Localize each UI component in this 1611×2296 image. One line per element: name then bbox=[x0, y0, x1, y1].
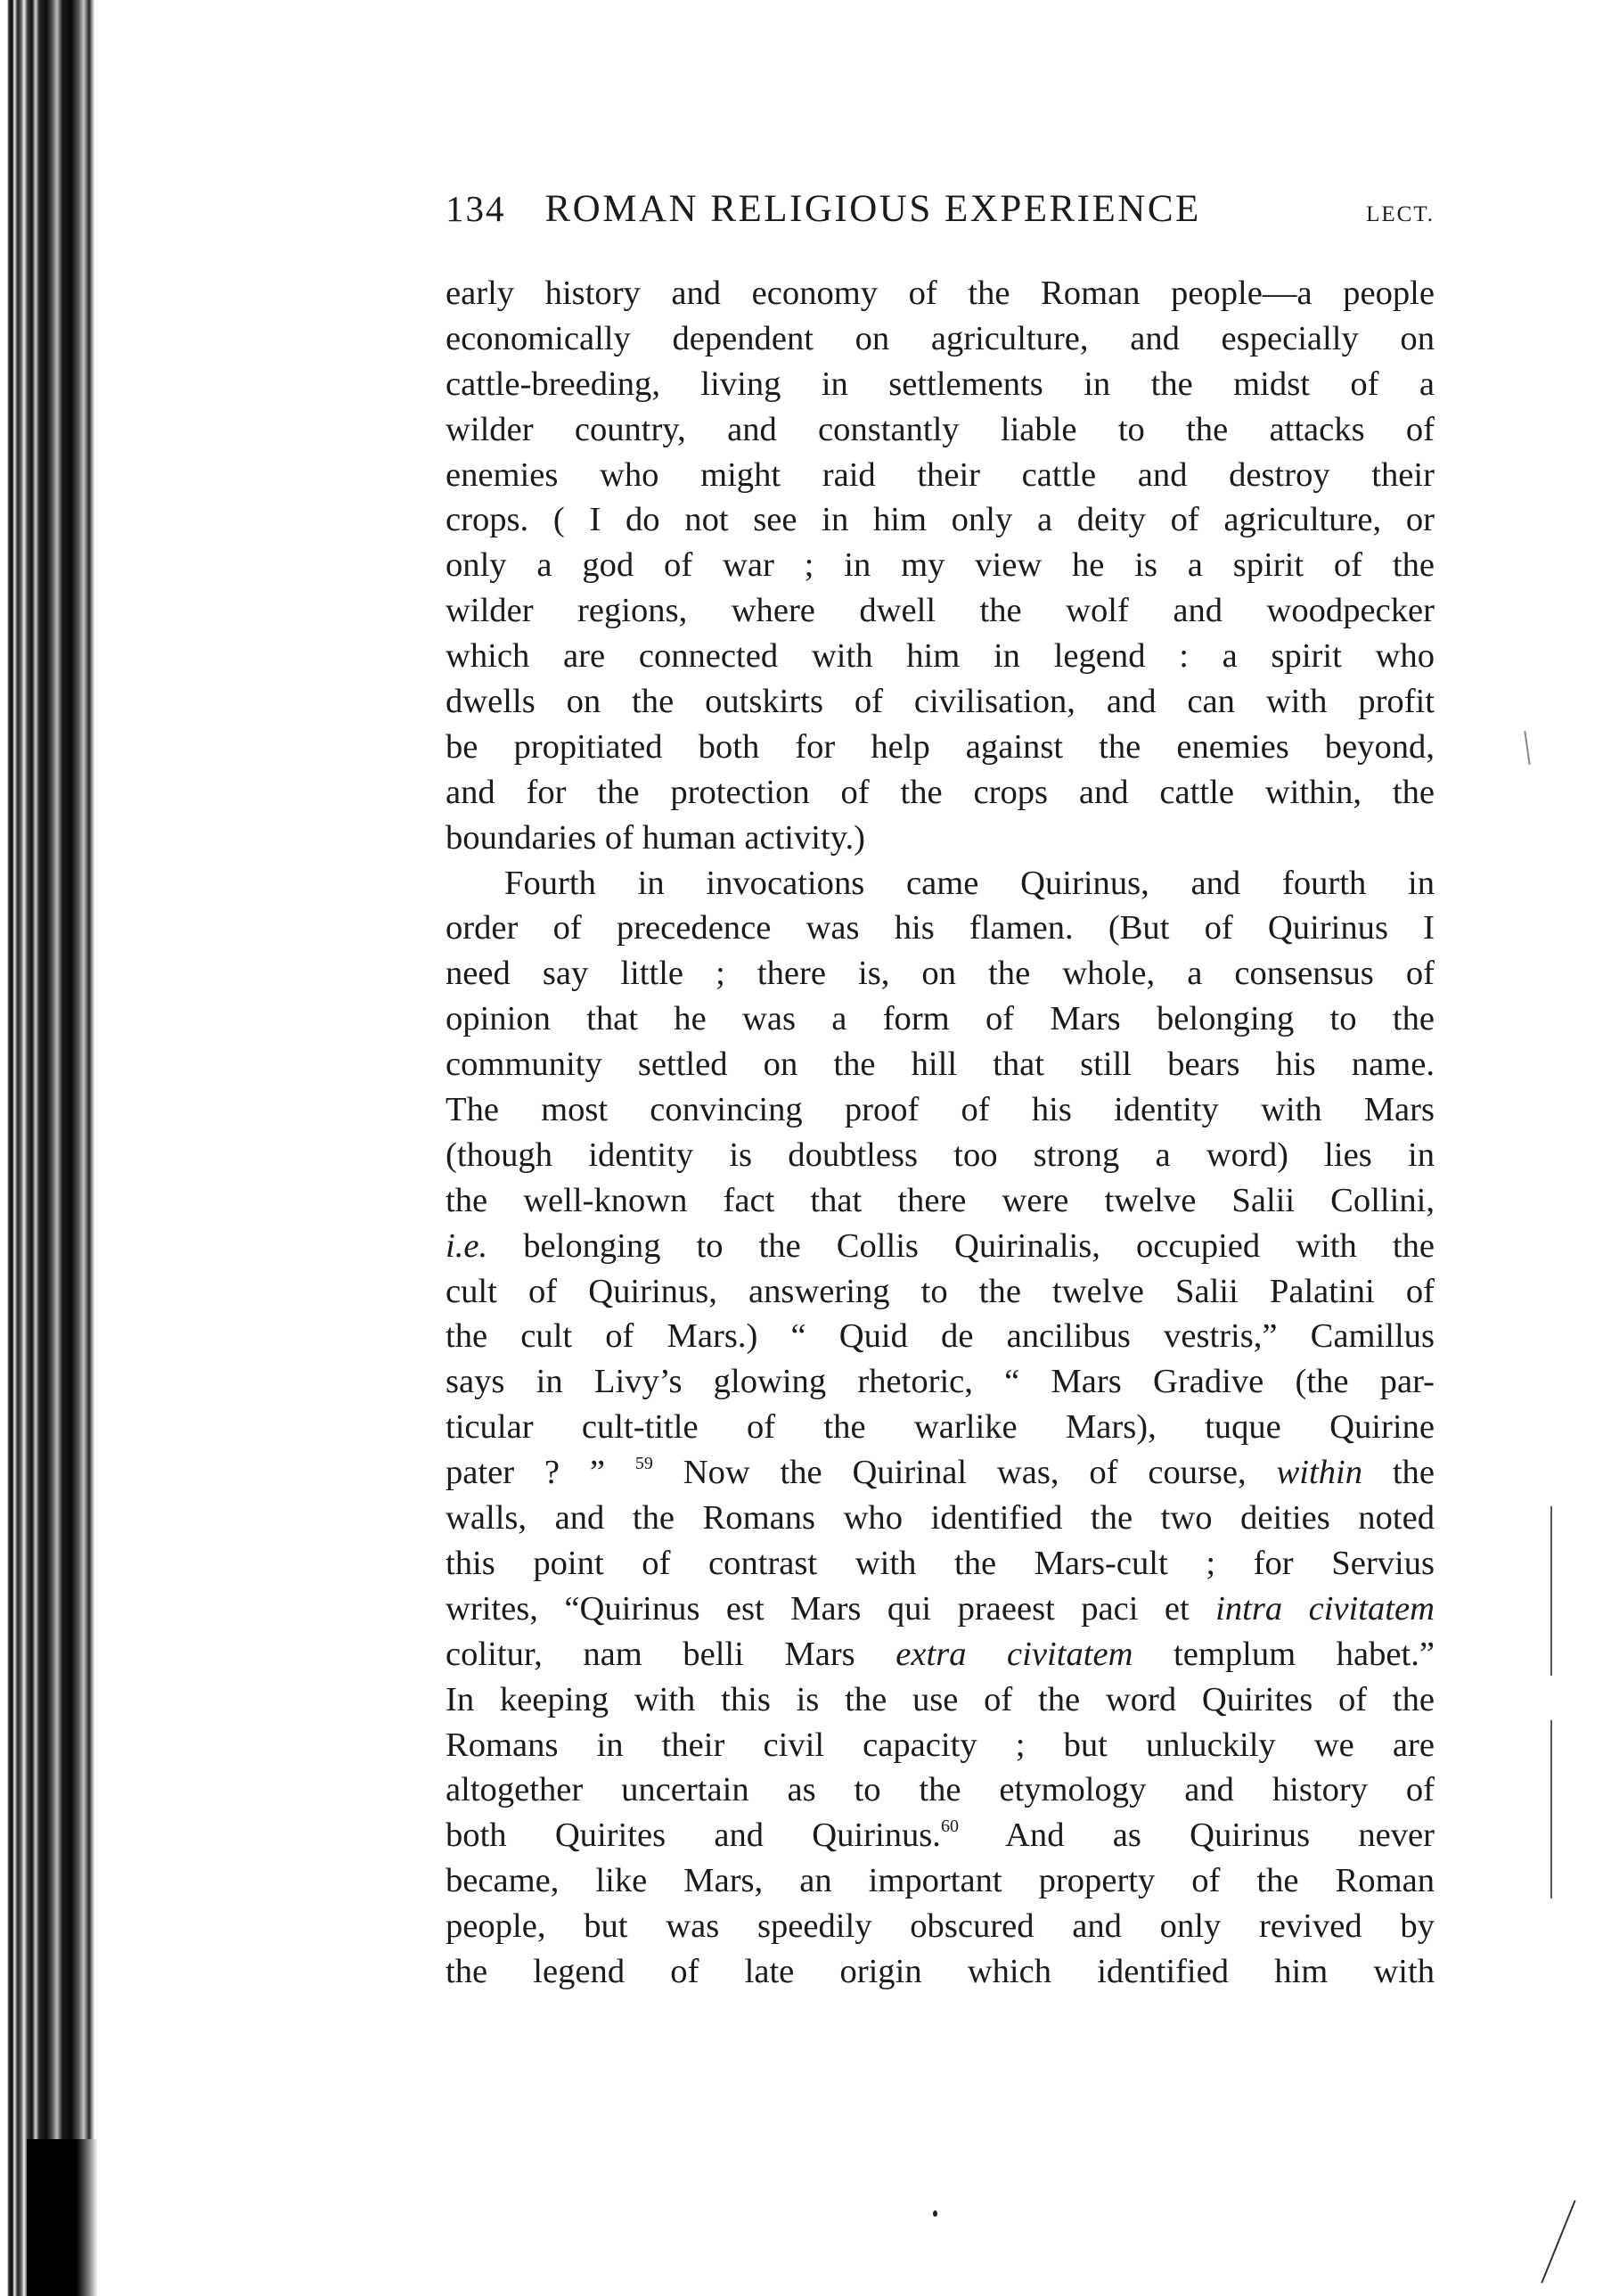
book-gutter bbox=[0, 0, 100, 2296]
text-line: dwells on the outskirts of civilisation, and can with profit bbox=[446, 683, 1435, 721]
text-line: wilder country, and constantly liable to the attacks of bbox=[446, 410, 1435, 448]
text-line: wilder regions, where dwell the wolf and woodpecker bbox=[446, 592, 1435, 630]
text-line: crops. ( I do not see in him only a deity of agriculture, or bbox=[446, 501, 1435, 539]
text-line: opinion that he was a form of Mars belonging to the bbox=[446, 1000, 1435, 1038]
text-line: cult of Quirinus, answering to the twelve Salii Palatini of bbox=[446, 1272, 1435, 1310]
text-line: and for the protection of the crops and cattle within, the bbox=[446, 773, 1435, 811]
text-line: only a god of war ; in my view he is a spirit of the bbox=[446, 546, 1435, 585]
text-line bbox=[446, 1632, 1435, 1677]
page bbox=[446, 187, 1435, 1995]
section-label: LECT. bbox=[1366, 202, 1435, 226]
text-line bbox=[446, 1813, 1435, 1858]
body-text bbox=[446, 271, 1435, 1995]
text-line: ticular cult-title of the warlike Mars), tuque Quirine bbox=[446, 1408, 1435, 1447]
margin-mark bbox=[1541, 2200, 1575, 2283]
text-line: which are connected with him in legend : a spirit who bbox=[446, 637, 1435, 676]
text-line: the cult of Mars.) “ Quid de ancilibus vestris,” Camillus bbox=[446, 1317, 1435, 1356]
footnote-ref-60: 60 bbox=[940, 1816, 959, 1837]
text-line: altogether uncertain as to the etymology and history of bbox=[446, 1771, 1435, 1809]
margin-mark bbox=[1550, 1506, 1552, 1676]
intra-civitatem: intra civitatem bbox=[1215, 1589, 1435, 1628]
text-fragment: And as Quirinus never bbox=[1005, 1816, 1435, 1855]
footnote-ref-59: 59 bbox=[634, 1454, 653, 1474]
text-line: enemies who might raid their cattle and destroy their bbox=[446, 455, 1435, 494]
extra-civitatem: extra civitatem bbox=[895, 1635, 1133, 1673]
text-line: early history and economy of the Roman people—a people bbox=[446, 275, 1435, 312]
text-line: The most convincing proof of his identity with Mars bbox=[446, 1091, 1435, 1129]
text-line: boundaries of human activity.) bbox=[446, 818, 866, 857]
text-fragment: templum habet.” bbox=[1173, 1635, 1435, 1673]
text-line: Fourth in invocations came Quirinus, and fourth in bbox=[504, 864, 1435, 902]
within-word: within bbox=[1276, 1454, 1362, 1492]
text-line: cattle-breeding, living in settlements in the midst of a bbox=[446, 365, 1435, 403]
page-number: 134 bbox=[446, 188, 506, 229]
text-line: order of precedence was his flamen. (But of Quirinus I bbox=[446, 909, 1435, 947]
text-fragment: both Quirites and Quirinus. bbox=[446, 1816, 941, 1855]
margin-mark bbox=[1524, 731, 1530, 765]
binding-shadow bbox=[27, 2139, 98, 2296]
text-fragment: belonging to the Collis Quirinalis, occupied with the bbox=[523, 1226, 1435, 1265]
text-line: Romans in their civil capacity ; but unluckily we are bbox=[446, 1726, 1435, 1764]
text-line: need say little ; there is, on the whole, a consensus of bbox=[446, 955, 1435, 993]
text-line: community settled on the hill that still bears his name. bbox=[446, 1046, 1435, 1084]
text-fragment: pater ? ” bbox=[446, 1454, 606, 1492]
text-line: people, but was speedily obscured and only revived by bbox=[446, 1907, 1435, 1946]
text-fragment: writes, “Quirinus est Mars qui praeest paci et bbox=[446, 1589, 1190, 1628]
running-head bbox=[446, 187, 1435, 241]
running-title: ROMAN RELIGIOUS EXPERIENCE bbox=[544, 188, 1201, 230]
text-line: (though identity is doubtless too strong a word) lies in bbox=[446, 1136, 1435, 1174]
ie-abbrev: i.e. bbox=[446, 1226, 488, 1265]
text-fragment: colitur, nam belli Mars bbox=[446, 1635, 855, 1673]
text-line bbox=[446, 1587, 1435, 1632]
text-line: this point of contrast with the Mars-cult ; for Servius bbox=[446, 1544, 1435, 1582]
text-line: the legend of late origin which identified him with bbox=[446, 1952, 1435, 1990]
text-line: economically dependent on agriculture, and especially on bbox=[446, 319, 1435, 357]
text-line: walls, and the Romans who identified the two deities noted bbox=[446, 1499, 1435, 1538]
text-line bbox=[446, 1450, 1435, 1496]
text-line: be propitiated both for help against the enemies beyond, bbox=[446, 727, 1435, 766]
text-fragment: Now the Quirinal was, of course, bbox=[683, 1454, 1247, 1492]
text-fragment: the bbox=[1392, 1454, 1435, 1492]
text-line: In keeping with this is the use of the word Quirites of the bbox=[446, 1680, 1435, 1718]
print-speck bbox=[933, 2210, 937, 2217]
text-line: became, like Mars, an important property of the Roman bbox=[446, 1862, 1435, 1900]
text-line bbox=[446, 1224, 1435, 1269]
text-line: the well-known fact that there were twelve Salii Collini, bbox=[446, 1181, 1435, 1219]
text-line: says in Livy’s glowing rhetoric, “ Mars Gradive (the par- bbox=[446, 1363, 1435, 1401]
margin-mark bbox=[1550, 1720, 1552, 1898]
